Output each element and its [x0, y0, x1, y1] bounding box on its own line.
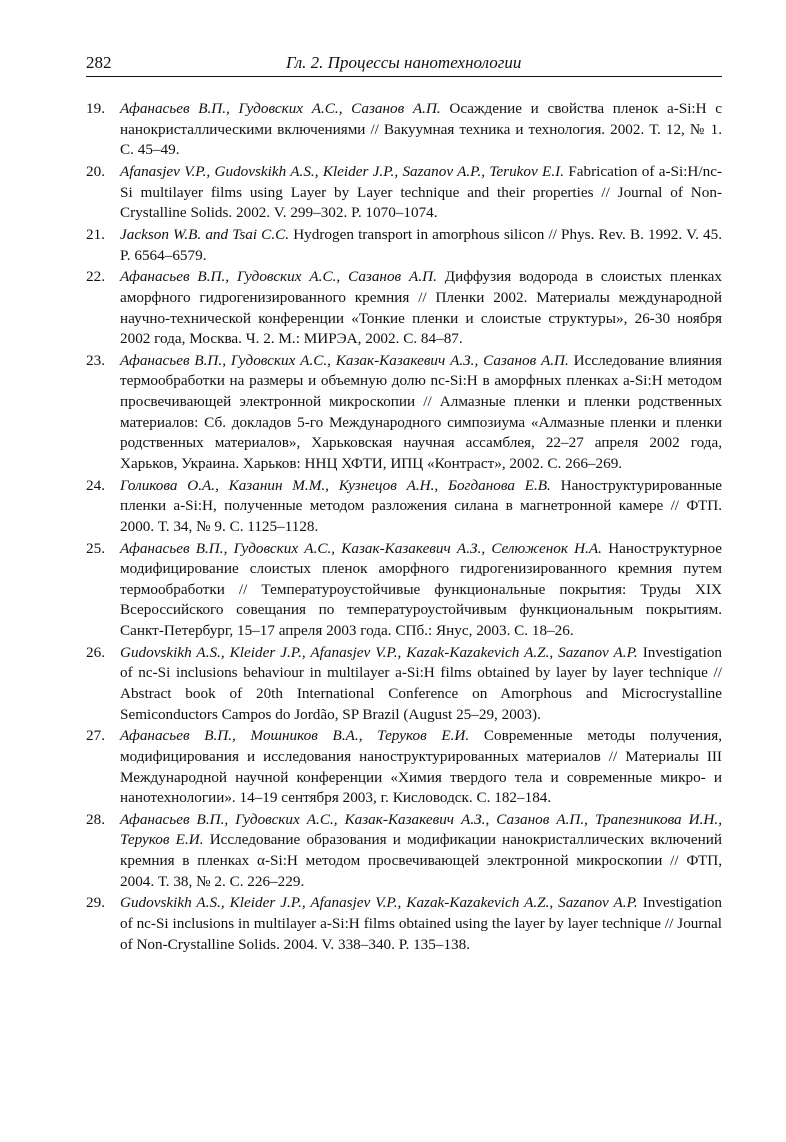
reference-list [86, 99, 722, 955]
reference-authors: Афанасьев В.П., Гудовских А.С., Сазанов А.П. [120, 100, 441, 117]
reference-authors: Afanasjev V.P., Gudovskikh A.S., Kleider J.P., Sazanov A.P., Terukov E.I. [120, 162, 564, 180]
reference-text: Диффузия водорода в слоистых пленках аморфного гидрогенизированного кремния // Пленки 2002. Материалы международной научно-технической конференции «Тонкие пленки и слоистые структуры», 26-30 ноября 2002 года, Москва. Ч. 2. М.: МИРЭА, 2002. С. 84–87. [120, 268, 722, 348]
reference-authors: Gudovskikh A.S., Kleider J.P., Afanasjev V.P., Kazak-Kazakevich A.Z., Sazanov A.P. [120, 894, 638, 912]
reference-authors: Афанасьев В.П., Гудовских А.С., Казак-Казакевич А.З., Сазанов А.П. [120, 351, 569, 369]
reference-authors: Gudovskikh A.S., Kleider J.P., Afanasjev V.P., Kazak-Kazakevich A.Z., Sazanov A.P. [120, 643, 638, 661]
reference-number: 27. [86, 727, 105, 745]
reference-number: 25. [86, 539, 105, 557]
reference-text: Наноструктурное модифицирование слоистых пленок аморфного гидрогенизированного кремния путем термообработки // Температуроустойчивые функциональные покрытия: Труды XIX Всероссийского совещания по температуроустойчивым функциональным покрытиям. Санкт-Петербург, 15–17 апреля 2003 года. СПб.: Янус, 2003. С. 18–26. [120, 539, 722, 639]
page-number: 282 [86, 53, 112, 72]
reference-item [86, 726, 722, 808]
reference-text: Hydrogen transport in amorphous silicon // Phys. Rev. B. 1992. V. 45. P. 6564–6579. [120, 225, 723, 264]
reference-text: Исследование влияния термообработки на размеры и объемную долю nc-Si:H в аморфных пленках a-Si:H методом просвечивающей электронной микроскопии // Алмазные пленки и пленки родственных материалов: Сб. докладов 5-го Международного симпозиума «Алмазные пленки и пленки родственных материалов», Харьковская научная ассамблея, 22–27 апреля 2002 года, Харьков, Украина. Харьков: ННЦ ХФТИ, ИПЦ «Контраст», 2002. С. 266–269. [120, 351, 722, 472]
reference-number: 23. [86, 351, 105, 369]
reference-item [86, 810, 722, 892]
reference-number: 26. [86, 643, 105, 661]
reference-number: 20. [86, 162, 105, 180]
reference-item [86, 162, 722, 224]
chapter-running-title: Гл. 2. Процессы нанотехнологии [286, 53, 522, 72]
reference-text: Investigation of nc-Si inclusions behaviour in multilayer a-Si:H films obtained by layer by layer technique // Abstract book of 20th International Conference on Amorphous and Microcrystalline Semiconductors Campos do Jordão, SP Brazil (August 25–29, 2003). [120, 643, 723, 723]
reference-text: Fabrication of a-Si:H/nc-Si multilayer films using Layer by Layer technique and their properties // Journal of Non-Crystalline Solids. 2002. V. 299–302. P. 1070–1074. [120, 162, 723, 222]
reference-number: 19. [86, 100, 105, 117]
book-page [86, 52, 722, 956]
reference-item [86, 351, 722, 475]
reference-item [86, 225, 722, 266]
reference-item [86, 539, 722, 642]
reference-item [86, 476, 722, 538]
reference-authors: Jackson W.B. and Tsai C.C. [120, 225, 290, 243]
reference-authors: Голикова О.А., Казанин М.М., Кузнецов А.Н., Богданова Е.В. [120, 476, 551, 494]
reference-number: 29. [86, 894, 105, 912]
reference-authors: Афанасьев В.П., Мошников В.А., Теруков Е.И. [120, 727, 470, 745]
reference-text: Осаждение и свойства пленок a-Si:H с нанокристаллическими включениями // Вакуумная техника и технология. 2002. Т. 12, № 1. С. 45–49. [120, 100, 723, 159]
reference-number: 21. [86, 225, 105, 243]
reference-text: Современные методы получения, модифицирования и исследования наноструктурированных материалов // Материалы III Международной научной конференции «Химия твердого тела и современные микро- и нанотехнологии». 14–19 сентября 2003, г. Кисловодск. С. 182–184. [120, 727, 723, 807]
reference-item [86, 893, 722, 955]
running-head [86, 52, 722, 77]
reference-item [86, 643, 722, 725]
reference-text: Investigation of nc-Si inclusions in multilayer a-Si:H films obtained using the layer by layer technique // Journal of Non-Crystalline Solids. 2004. V. 338–340. P. 135–138. [120, 894, 723, 953]
reference-text: Наноструктурированные пленки a-Si:H, полученные методом разложения силана в магнетронной камере // ФТП. 2000. Т. 34, № 9. С. 1125–1128. [120, 476, 723, 535]
reference-item [86, 267, 722, 349]
reference-number: 28. [86, 810, 105, 828]
reference-authors: Афанасьев В.П., Гудовских А.С., Казак-Казакевич А.З., Селюженок Н.А. [120, 539, 602, 557]
reference-authors: Афанасьев В.П., Гудовских А.С., Казак-Казакевич А.З., Сазанов А.П., Трапезникова И.Н., Теруков Е.И. [120, 810, 722, 849]
reference-text: Исследование образования и модификации нанокристаллических включений кремния в пленках α-Si:H методом просвечивающей электронной микроскопии // ФТП, 2004. Т. 38, № 2. С. 226–229. [120, 831, 723, 890]
reference-authors: Афанасьев В.П., Гудовских А.С., Сазанов А.П. [120, 268, 437, 286]
reference-number: 22. [86, 268, 105, 286]
reference-number: 24. [86, 476, 105, 494]
reference-item [86, 99, 722, 161]
